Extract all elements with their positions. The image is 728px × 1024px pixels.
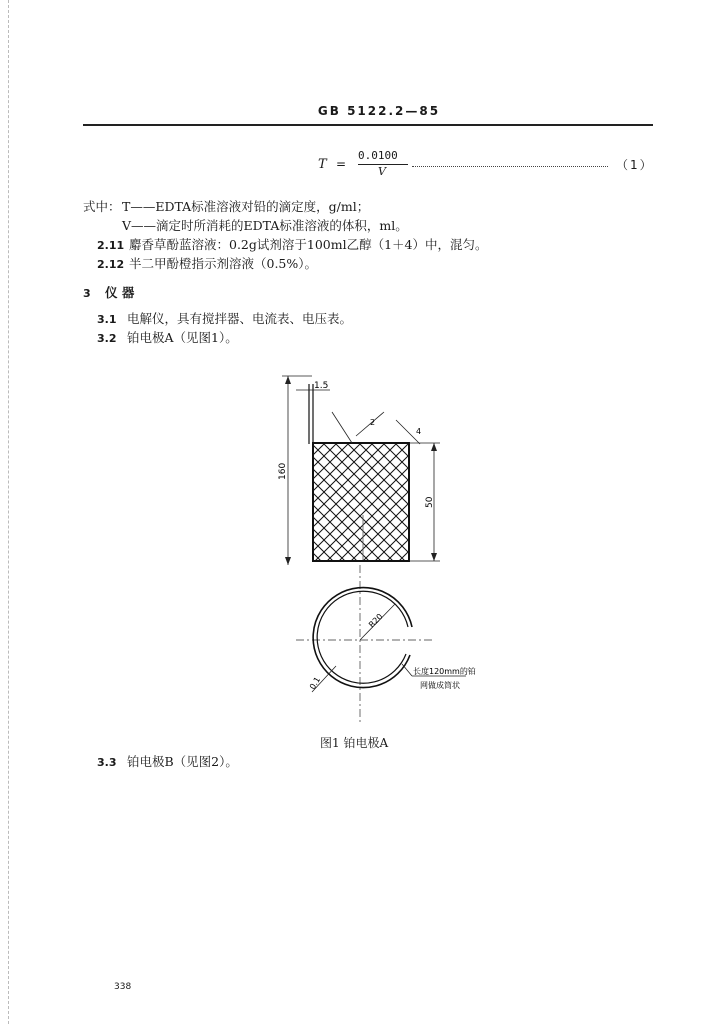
item-number: 3.2 <box>97 332 117 345</box>
figure-caption: 图1 铂电极A <box>320 736 389 750</box>
standard-code-header: GB 5122.2—85 <box>317 104 441 118</box>
definitions-prefix: 式中： <box>83 199 121 214</box>
note-leader <box>402 664 412 676</box>
arrow-head <box>285 376 291 384</box>
radius-label: R20 <box>367 611 385 630</box>
wire-dia-label: 0.1 <box>307 675 323 691</box>
item-number: 2.11 <box>97 239 125 252</box>
item-text: 麝香草酚蓝溶液：0.2g试剂溶于100ml乙醇（1＋4）中，混匀。 <box>129 237 488 252</box>
item-3-3 <box>97 752 238 770</box>
section-title: 仪 器 <box>105 285 135 300</box>
note-line-2: 网做成筒状 <box>420 681 460 690</box>
arrow-head <box>431 443 437 451</box>
definition-t: T——EDTA标准溶液对铅的滴定度，g/ml； <box>122 199 370 214</box>
item-text: 铂电极A（见图1）。 <box>127 330 238 345</box>
item-text: 铂电极B（见图2）。 <box>127 754 238 769</box>
page-number: 338 <box>114 982 132 992</box>
formula-numerator: 0.0100 <box>358 149 398 162</box>
item-number: 2.12 <box>97 258 125 271</box>
item-text: 电解仪，具有搅拌器、电流表、电压表。 <box>127 311 353 326</box>
section-number: 3 <box>83 287 91 300</box>
note-line-1: 长度120mm的铂 <box>413 667 476 676</box>
end-label: 4 <box>416 427 422 436</box>
formula-operator: = <box>336 157 347 171</box>
definition-v: V——滴定时所消耗的EDTA标准溶液的体积，ml。 <box>122 218 408 233</box>
wire-width-label: 1.5 <box>314 381 329 391</box>
item-number: 3.3 <box>97 756 117 769</box>
item-number: 3.1 <box>97 313 117 326</box>
arrow-head <box>431 553 437 561</box>
arrow-head <box>285 557 291 565</box>
total-height-label: 160 <box>278 462 288 480</box>
mesh-height-label: 50 <box>425 496 435 508</box>
gap-leader <box>332 412 352 443</box>
equation-number: （1） <box>616 158 654 172</box>
formula-lhs: T <box>318 157 327 172</box>
item-text: 半二甲酚橙指示剂溶液（0.5%）。 <box>129 256 318 271</box>
gap-label: 2 <box>370 418 376 427</box>
platinum-mesh <box>313 443 409 561</box>
formula-denominator: V <box>378 165 386 178</box>
